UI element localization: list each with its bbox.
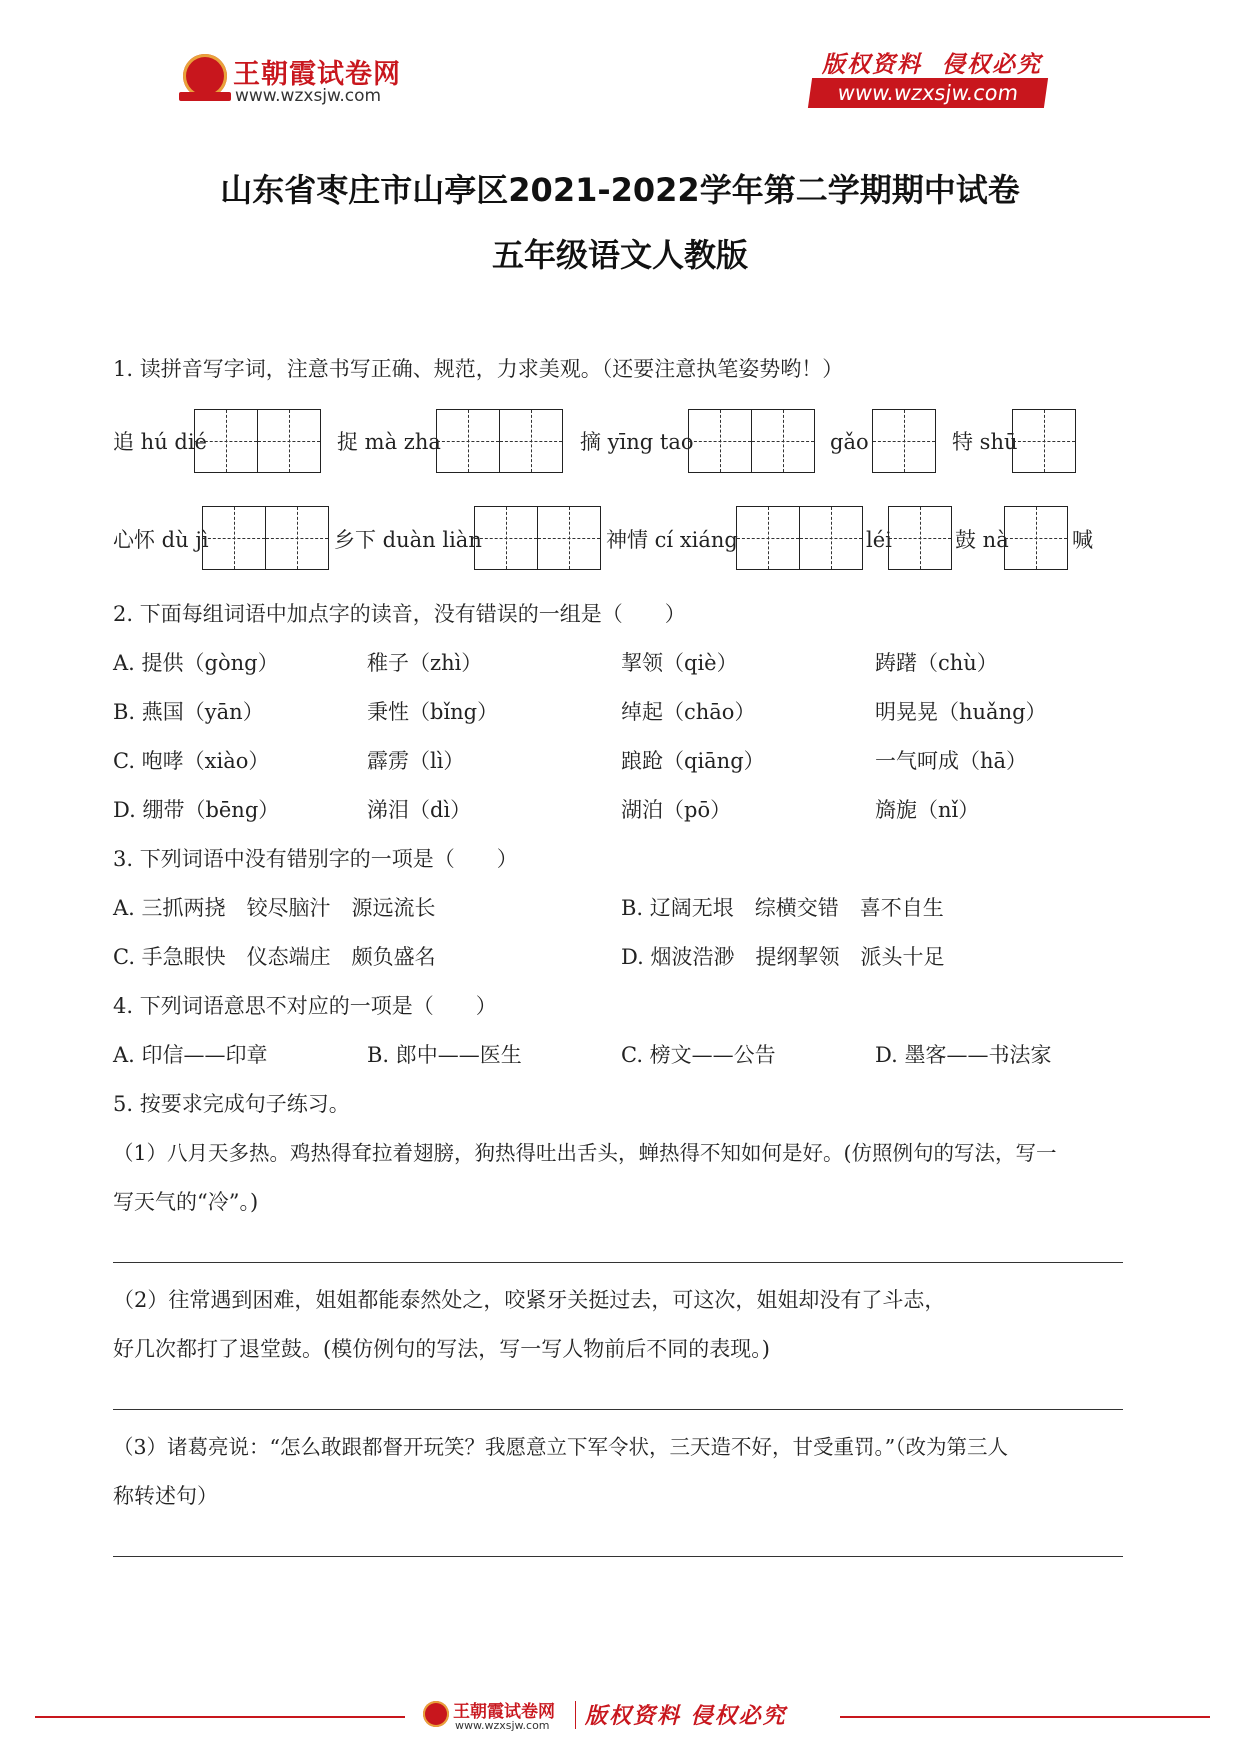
- q4-option: A. 印信——印章: [113, 1043, 268, 1067]
- q1-label: 神情 cí xiáng: [606, 528, 738, 552]
- tianzige-grid[interactable]: [888, 506, 951, 570]
- page-title: 山东省枣庄市山亭区2021-2022学年第二学期期中试卷: [220, 171, 1020, 209]
- tianzige-grid[interactable]: [202, 506, 327, 570]
- tianzige-grid[interactable]: [474, 506, 599, 570]
- q4-option: C. 榜文——公告: [621, 1043, 776, 1067]
- q2-option: B. 燕国（yān）: [113, 700, 264, 724]
- q3-option: C. 手急眼快 仪态端庄 颇负盛名: [113, 945, 436, 969]
- q1-label: 鼓 nà: [955, 528, 1009, 552]
- q4-option: D. 墨客——书法家: [875, 1043, 1052, 1067]
- footer-logo: [423, 1697, 843, 1737]
- q2-option: 旖旎（nǐ）: [875, 798, 980, 822]
- logo-ribbon: [179, 92, 231, 101]
- q1-label: 摘 yīng tao: [580, 430, 694, 454]
- q1-stem: 1. 读拼音写字词，注意书写正确、规范，力求美观。（还要注意执笔姿势哟！）: [113, 357, 844, 381]
- q5-part1-cont: 写天气的“冷”。): [113, 1190, 259, 1214]
- tianzige-grid[interactable]: [194, 409, 319, 473]
- q2-option: 踉跄（qiāng）: [621, 749, 765, 773]
- q2-option: 踌躇（chù）: [875, 651, 998, 675]
- q1-label: 心怀 dù jì: [113, 528, 209, 552]
- footer-slogan: 版权资料 侵权必究: [585, 1703, 787, 1729]
- footer-logo-name: 王朝霞试卷网: [453, 1702, 555, 1722]
- answer-line[interactable]: [113, 1262, 1123, 1263]
- q1-label: 喊: [1072, 528, 1093, 552]
- tianzige-grid[interactable]: [436, 409, 561, 473]
- tianzige-grid[interactable]: [1012, 409, 1075, 473]
- tianzige-grid[interactable]: [1004, 506, 1067, 570]
- answer-line[interactable]: [113, 1556, 1123, 1557]
- q2-option: 湖泊（pō）: [621, 798, 732, 822]
- q3-option: D. 烟波浩渺 提纲挈领 派头十足: [621, 945, 945, 969]
- footer-logo-url: www.wzxsjw.com: [455, 1719, 550, 1732]
- q5-part2: （2）往常遇到困难，姐姐都能泰然处之，咬紧牙关挺过去，可这次，姐姐却没有了斗志，: [113, 1288, 946, 1312]
- q5-part3-cont: 称转述句）: [113, 1484, 218, 1508]
- logo-name: 王朝霞试卷网: [233, 59, 401, 90]
- footer-rule-left: [35, 1716, 405, 1718]
- footer-emblem-icon: [423, 1701, 449, 1727]
- q2-option: 秉性（bǐng）: [367, 700, 499, 724]
- footer-divider: [575, 1701, 576, 1729]
- q5-stem: 5. 按要求完成句子练习。: [113, 1092, 350, 1116]
- q3-option: A. 三抓两挠 铰尽脑汁 源远流长: [113, 896, 436, 920]
- q2-option: A. 提供（gòng）: [113, 651, 279, 675]
- q2-option: 挈领（qiè）: [621, 651, 738, 675]
- q1-label: 追 hú dié: [113, 430, 207, 454]
- tianzige-grid[interactable]: [688, 409, 813, 473]
- q5-part2-cont: 好几次都打了退堂鼓。(模仿例句的写法，写一写人物前后不同的表现。): [113, 1337, 770, 1361]
- q1-label: gǎo: [830, 430, 869, 454]
- q2-option: 绰起（chāo）: [621, 700, 756, 724]
- logo-url: www.wzxsjw.com: [235, 86, 382, 106]
- q2-option: 明晃晃（huǎng）: [875, 700, 1047, 724]
- header-logo: [183, 52, 443, 112]
- q3-option: B. 辽阔无垠 综横交错 喜不自生: [621, 896, 944, 920]
- q1-label: léi: [866, 528, 892, 552]
- q3-stem: 3. 下列词语中没有错别字的一项是（ ）: [113, 847, 518, 871]
- page-subtitle: 五年级语文人教版: [491, 236, 748, 274]
- q2-option: D. 绷带（bēng）: [113, 798, 280, 822]
- q1-label: 捉 mà zha: [337, 430, 441, 454]
- q4-stem: 4. 下列词语意思不对应的一项是（ ）: [113, 994, 497, 1018]
- q1-label: 乡下 duàn liàn: [334, 528, 482, 552]
- q2-stem: 2. 下面每组词语中加点字的读音，没有错误的一组是（ ）: [113, 602, 686, 626]
- footer-rule-right: [840, 1716, 1210, 1718]
- copyright-url: www.wzxsjw.com: [808, 78, 1048, 108]
- q2-option: 霹雳（lì）: [367, 749, 465, 773]
- q2-option: 涕泪（dì）: [367, 798, 472, 822]
- tianzige-grid[interactable]: [872, 409, 935, 473]
- q2-option: C. 咆哮（xiào）: [113, 749, 270, 773]
- q5-part3: （3）诸葛亮说：“怎么敢跟都督开玩笑？我愿意立下军令状，三天造不好，甘受重罚。”（改为第三人: [113, 1435, 1009, 1459]
- q2-option: 稚子（zhì）: [367, 651, 483, 675]
- copyright-slogan: 版权资料 侵权必究: [822, 51, 1043, 78]
- q1-label: 特 shū: [952, 430, 1018, 454]
- header-copyright: [810, 46, 1055, 110]
- q5-part1: （1）八月天多热。鸡热得耷拉着翅膀，狗热得吐出舌头，蝉热得不知如何是好。(仿照例句的写法，写一: [113, 1141, 1057, 1165]
- q2-option: 一气呵成（hā）: [875, 749, 1028, 773]
- tianzige-grid[interactable]: [736, 506, 861, 570]
- answer-line[interactable]: [113, 1409, 1123, 1410]
- q4-option: B. 郎中——医生: [367, 1043, 522, 1067]
